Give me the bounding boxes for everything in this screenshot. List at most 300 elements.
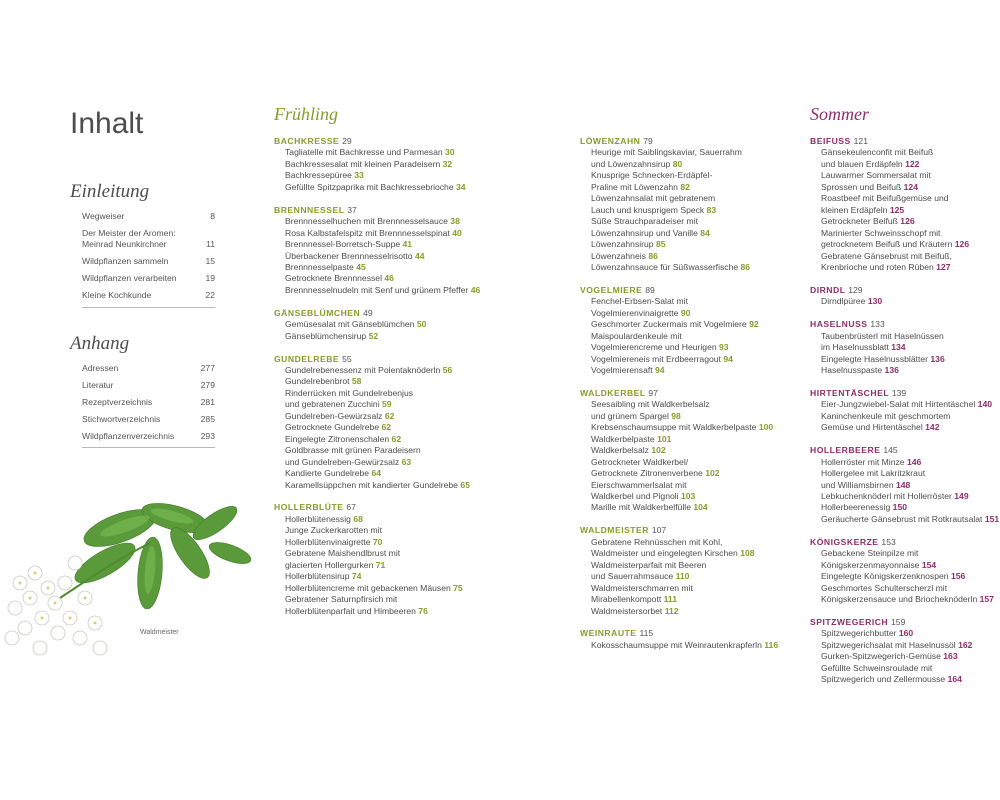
recipe-title: Eierschwammerlsalat mit (591, 479, 687, 490)
recipe-page: 125 (889, 204, 905, 215)
toc-entry-title: Stichwortverzeichnis (82, 414, 161, 424)
plant-heading[interactable] (810, 617, 1000, 628)
recipe-entry[interactable] (580, 606, 780, 617)
plant-name: GUNDELREBE (274, 353, 340, 364)
recipe-entry[interactable] (810, 422, 1000, 433)
recipe-page: 150 (892, 502, 908, 513)
recipe-entry[interactable] (580, 170, 780, 181)
recipe-entry[interactable] (580, 548, 780, 559)
recipe-title: und Sauerrahmsauce (591, 571, 674, 582)
recipe-entry[interactable] (810, 663, 1000, 674)
toc-entry-title: Literatur (82, 380, 114, 390)
recipe-title: Getrocknete Zitronenverbene (591, 468, 703, 479)
toc-row[interactable] (82, 414, 215, 425)
woodruff-illustration (0, 478, 260, 668)
recipe-entry[interactable] (580, 182, 780, 193)
recipe-page: 102 (651, 445, 666, 456)
recipe-title: Geräucherte Gänsebrust mit Rotkrautsalat (821, 513, 983, 524)
plant-heading[interactable] (810, 319, 1000, 330)
recipe-page: 156 (950, 571, 966, 582)
recipe-title: Mirabellenkompott (591, 594, 662, 605)
recipe-title: Tagliatelle mit Bachkresse und Parmesan (285, 147, 443, 158)
plant-group (580, 285, 780, 377)
recipe-page: 70 (372, 536, 383, 547)
recipe-title: Marille mit Waldkerbelfülle (591, 502, 691, 513)
recipe-entry[interactable] (274, 411, 544, 422)
recipe-entry[interactable] (580, 434, 780, 445)
recipe-page: 52 (368, 330, 379, 341)
recipe-entry[interactable] (810, 193, 1000, 204)
recipe-title: Getrockneter Waldkerbel/ (591, 456, 689, 467)
plant-group (580, 388, 780, 514)
plant-heading[interactable] (810, 285, 1000, 296)
toc-row[interactable] (82, 273, 215, 284)
toc-row[interactable] (82, 397, 215, 408)
plant-heading[interactable] (810, 136, 1000, 147)
recipe-page: 62 (381, 422, 392, 433)
toc-entry-title: Wildpflanzenverzeichnis (82, 431, 175, 441)
recipe-title: Gebratene Rehnüsschen mit Kohl, (591, 536, 723, 547)
toc-entry-page: 15 (205, 256, 215, 266)
plant-heading[interactable] (810, 388, 1000, 399)
recipe-entry[interactable] (580, 205, 780, 216)
toc-entry-page: 285 (200, 414, 215, 424)
plant-name: BACHKRESSE (274, 136, 340, 146)
recipe-entry[interactable] (810, 354, 1000, 365)
plant-heading[interactable] (274, 308, 544, 319)
recipe-entry[interactable] (580, 457, 780, 468)
recipe-title: glacierten Hollergurken (285, 559, 374, 570)
recipe-entry[interactable] (810, 457, 1000, 468)
recipe-entry[interactable] (810, 594, 1000, 605)
recipe-entry[interactable] (810, 365, 1000, 376)
recipe-entry[interactable] (580, 365, 780, 376)
recipe-entry[interactable] (810, 502, 1000, 513)
recipe-title: Brennnessel-Borretsch-Suppe (285, 239, 401, 250)
recipe-page: 86 (740, 261, 751, 272)
recipe-title: Löwenzahnsirup und Vanille (591, 227, 698, 238)
recipe-page: 100 (758, 422, 774, 433)
recipe-entry[interactable] (580, 159, 780, 170)
recipe-entry[interactable] (810, 239, 1000, 250)
plant-page: 133 (870, 319, 885, 330)
recipe-title: Brennnesselnudeln mit Senf und grünem Pfeffer (285, 284, 469, 295)
recipe-entry[interactable] (274, 159, 544, 170)
recipe-page: 58 (351, 376, 362, 387)
plant-heading[interactable] (580, 628, 780, 639)
plant-heading[interactable] (274, 354, 544, 365)
recipe-entry[interactable] (810, 216, 1000, 227)
recipe-title: und grünem Spargel (591, 410, 669, 421)
recipe-entry[interactable] (810, 571, 1000, 582)
plant-name: BEIFUSS (810, 136, 851, 146)
recipe-title: Lauch und knusprigem Speck (591, 204, 705, 215)
recipe-entry[interactable] (810, 491, 1000, 502)
recipe-entry[interactable] (274, 170, 544, 181)
recipe-page: 74 (351, 571, 362, 582)
recipe-entry[interactable] (810, 640, 1000, 651)
recipe-entry[interactable] (810, 651, 1000, 662)
recipe-page: 111 (663, 594, 677, 605)
recipe-entry[interactable] (274, 388, 544, 399)
recipe-entry[interactable] (274, 147, 544, 158)
recipe-page: 160 (898, 628, 914, 639)
recipe-page: 104 (693, 502, 708, 513)
toc-row[interactable] (82, 363, 215, 374)
recipe-title: Marinierter Schweinsschopf mit (821, 227, 941, 238)
recipe-page: 32 (442, 158, 453, 169)
recipe-entry[interactable] (580, 571, 780, 582)
recipe-entry[interactable] (810, 251, 1000, 262)
recipe-title: Gebratener Saturnpfirsich mit (285, 594, 398, 605)
section-title-intro: Einleitung (70, 181, 150, 202)
plant-name: GÄNSEBLÜMCHEN (274, 307, 361, 318)
plant-heading[interactable] (810, 445, 1000, 456)
recipe-title: Gänseblümchensirup (285, 330, 367, 341)
recipe-entry[interactable] (274, 319, 544, 330)
divider (82, 447, 215, 448)
recipe-entry[interactable] (274, 480, 544, 491)
recipe-entry[interactable] (810, 205, 1000, 216)
recipe-page: 44 (414, 250, 425, 261)
recipe-title: Waldmeisterschmarren mit (591, 582, 693, 593)
recipe-page: 164 (947, 674, 962, 685)
recipe-title: Waldmeisterparfait mit Beeren (591, 559, 707, 570)
recipe-title: Hollergelee mit Lakritzkraut (821, 468, 926, 479)
recipe-entry[interactable] (810, 296, 1000, 307)
recipe-page: 64 (371, 468, 382, 479)
recipe-title: Gundelrebenessenz mit Polentaknöderln (285, 365, 441, 376)
plant-heading[interactable] (580, 136, 780, 147)
recipe-entry[interactable] (810, 331, 1000, 342)
recipe-entry[interactable] (274, 216, 544, 227)
recipe-entry[interactable] (274, 583, 544, 594)
recipe-title: Löwenzahneis (591, 250, 646, 261)
plant-name: HOLLERBEERE (810, 445, 881, 456)
recipe-entry[interactable] (810, 342, 1000, 353)
recipe-title: kleinen Erdäpfeln (821, 204, 888, 215)
recipe-page: 45 (356, 261, 366, 272)
recipe-page: 59 (382, 399, 392, 410)
recipe-title: Brennnesselpaste (285, 261, 354, 272)
recipe-entry[interactable] (274, 457, 544, 468)
recipe-entry[interactable] (810, 228, 1000, 239)
recipe-title: Waldmeister und eingelegten Kirschen (591, 548, 738, 559)
recipe-page: 65 (460, 479, 470, 490)
recipe-entry[interactable] (274, 606, 544, 617)
recipe-entry[interactable] (274, 548, 544, 559)
recipe-entry[interactable] (274, 331, 544, 342)
toc-row[interactable] (82, 228, 215, 250)
recipe-entry[interactable] (580, 296, 780, 307)
recipe-page: 124 (903, 181, 918, 192)
recipe-title: Waldkerbelpaste (591, 433, 655, 444)
recipe-entry[interactable] (580, 331, 780, 342)
recipe-entry[interactable] (810, 628, 1000, 639)
recipe-entry[interactable] (274, 560, 544, 571)
recipe-entry[interactable] (274, 571, 544, 582)
recipe-title: Waldkerbel und Pignoli (591, 491, 679, 502)
recipe-page: 130 (867, 296, 883, 307)
recipe-page: 110 (675, 571, 690, 582)
recipe-title: Spitzwegerichsalat mit Haselnussöl (821, 639, 956, 650)
recipe-title: Maispoulardenkeule mit (591, 330, 682, 341)
recipe-title: und Löwenzahnsirup (591, 158, 671, 169)
plant-name: LÖWENZAHN (580, 136, 641, 146)
recipe-entry[interactable] (274, 514, 544, 525)
recipe-title: Gundelreben-Gewürzsalz (285, 410, 383, 421)
recipe-title: Vogelmierencreme und Heurigen (591, 342, 717, 353)
plant-name: HOLLERBLÜTE (274, 502, 344, 513)
plant-page: 129 (848, 284, 863, 295)
recipe-entry[interactable] (810, 262, 1000, 273)
recipe-title: Hollerblütensirup (285, 571, 350, 582)
toc-row[interactable] (82, 256, 215, 267)
recipe-page: 56 (442, 365, 453, 376)
recipe-page: 93 (719, 342, 729, 353)
toc-row[interactable] (82, 290, 215, 301)
recipe-entry[interactable] (274, 376, 544, 387)
plant-group (810, 617, 1000, 686)
recipe-entry[interactable] (580, 502, 780, 513)
recipe-title: Gurken-Spitzwegerich-Gemüse (821, 651, 941, 662)
toc-entry-page: 277 (200, 363, 215, 373)
plant-group (810, 388, 1000, 434)
recipe-title: Sprossen und Beifuß (821, 181, 902, 192)
recipe-page: 148 (896, 479, 911, 490)
recipe-entry[interactable] (580, 216, 780, 227)
toc-row[interactable] (82, 380, 215, 391)
recipe-entry[interactable] (274, 228, 544, 239)
recipe-entry[interactable] (580, 262, 780, 273)
recipe-entry[interactable] (274, 182, 544, 193)
recipe-entry[interactable] (580, 468, 780, 479)
recipe-entry[interactable] (580, 491, 780, 502)
season-title-spring: Frühling (274, 104, 339, 124)
plant-heading[interactable] (580, 525, 780, 536)
recipe-entry[interactable] (274, 273, 544, 284)
recipe-page: 50 (416, 319, 427, 330)
plant-page: 139 (891, 387, 907, 398)
toc-entry-page: 293 (200, 431, 215, 441)
recipe-entry[interactable] (580, 480, 780, 491)
plant-page: 107 (651, 525, 667, 536)
toc-column-summer (810, 136, 1000, 697)
recipe-entry[interactable] (810, 548, 1000, 559)
recipe-entry[interactable] (274, 251, 544, 262)
recipe-page: 101 (657, 433, 672, 444)
recipe-page: 41 (402, 239, 413, 250)
recipe-entry[interactable] (580, 422, 780, 433)
recipe-entry[interactable] (580, 354, 780, 365)
recipe-title: Spitzwegerich und Zellermousse (821, 674, 946, 685)
recipe-title: Spitzwegerichbutter (821, 628, 897, 639)
recipe-title: Geschmortes Schulterscherzl mit (821, 582, 948, 593)
recipe-title: Gebratene Gänsebrust mit Beifuß, (821, 250, 952, 261)
plant-name: KÖNIGSKERZE (810, 536, 879, 547)
recipe-title: Getrocknete Brennnessel (285, 273, 382, 284)
plant-group (274, 354, 544, 491)
recipe-title: und Gundelreben-Gewürzsalz (285, 456, 400, 467)
plant-heading[interactable] (580, 388, 780, 399)
recipe-page: 146 (906, 456, 922, 467)
section-title-appendix: Anhang (70, 333, 130, 354)
recipe-entry[interactable] (810, 468, 1000, 479)
recipe-entry[interactable] (274, 537, 544, 548)
recipe-title: Lauwarmer Sommersalat mit (821, 170, 931, 181)
recipe-title: Gemüse und Hirtentäschel (821, 422, 923, 433)
recipe-title: und blauen Erdäpfeln (821, 158, 903, 169)
recipe-title: Heurige mit Saiblingskaviar, Sauerrahm (591, 147, 742, 158)
recipe-title: Kandierte Gundelrebe (285, 468, 370, 479)
recipe-page: 154 (921, 559, 937, 570)
recipe-page: 136 (930, 353, 945, 364)
recipe-page: 134 (891, 342, 906, 353)
plant-page: 115 (639, 628, 654, 639)
recipe-title: Geschmorter Zuckermais mit Vogelmiere (591, 319, 747, 330)
toc-entry-page: 22 (205, 290, 215, 300)
plant-name: DIRNDL (810, 284, 846, 295)
recipe-page: 62 (384, 410, 395, 421)
recipe-entry[interactable] (580, 342, 780, 353)
recipe-title: Taubenbrüsterl mit Haselnüssen (821, 330, 944, 341)
recipe-entry[interactable] (274, 285, 544, 296)
recipe-page: 68 (353, 513, 363, 524)
toc-row[interactable] (82, 431, 215, 442)
recipe-entry[interactable] (810, 411, 1000, 422)
plant-group (810, 445, 1000, 525)
toc-entry-title: Wegweiser (82, 211, 125, 221)
recipe-entry[interactable] (580, 147, 780, 158)
recipe-entry[interactable] (580, 319, 780, 330)
recipe-title: Goldbrasse mit grünen Paradeisern (285, 445, 421, 456)
recipe-title: Rosa Kalbstafelspitz mit Brennnesselspinat (285, 227, 450, 238)
recipe-entry[interactable] (810, 399, 1000, 410)
recipe-page: 136 (884, 365, 899, 376)
recipe-page: 33 (354, 170, 364, 181)
recipe-entry[interactable] (580, 594, 780, 605)
recipe-entry[interactable] (580, 560, 780, 571)
recipe-title: Überbackener Brennnesselrisotto (285, 250, 413, 261)
recipe-page: 86 (648, 250, 658, 261)
toc-entry-page: 11 (206, 239, 215, 249)
toc-entry-page: 19 (205, 273, 215, 283)
recipe-entry[interactable] (274, 594, 544, 605)
recipe-entry[interactable] (274, 468, 544, 479)
recipe-title: Löwenzahnsauce für Süßwasserfische (591, 261, 739, 272)
recipe-entry[interactable] (580, 411, 780, 422)
recipe-title: Karamellsüppchen mit kandierter Gundelrebe (285, 479, 458, 490)
plant-name: WALDKERBEL (580, 387, 646, 398)
recipe-entry[interactable] (274, 365, 544, 376)
recipe-entry[interactable] (810, 147, 1000, 158)
recipe-title: Waldmeistersorbet (591, 605, 663, 616)
recipe-entry[interactable] (810, 159, 1000, 170)
recipe-entry[interactable] (810, 182, 1000, 193)
recipe-title: und gebratenen Zucchini (285, 399, 380, 410)
recipe-page: 108 (740, 548, 755, 559)
recipe-page: 140 (977, 399, 993, 410)
toc-row[interactable] (82, 211, 215, 222)
recipe-entry[interactable] (274, 239, 544, 250)
recipe-entry[interactable] (580, 640, 780, 651)
recipe-title: Seesaibling mit Waldkerbelsalz (591, 399, 710, 410)
recipe-entry[interactable] (810, 170, 1000, 181)
recipe-page: 46 (384, 273, 394, 284)
recipe-title: Fenchel-Erbsen-Salat mit (591, 296, 688, 307)
plant-page: 89 (645, 284, 655, 295)
recipe-title: Rinderrücken mit Gundelrebenjus (285, 387, 414, 398)
plant-heading[interactable] (274, 205, 544, 216)
recipe-entry[interactable] (274, 262, 544, 273)
recipe-title: Hollerblütenparfait und Himbeeren (285, 605, 416, 616)
recipe-title: Hollerblütenessig (285, 513, 351, 524)
plant-heading[interactable] (810, 537, 1000, 548)
recipe-entry[interactable] (580, 193, 780, 204)
recipe-entry[interactable] (274, 434, 544, 445)
recipe-title: Süße Strauchparadeiser mit (591, 216, 698, 227)
recipe-page: 122 (905, 158, 920, 169)
recipe-title: im Haselnussblatt (821, 342, 889, 353)
plant-page: 37 (347, 204, 357, 215)
recipe-entry[interactable] (810, 514, 1000, 525)
recipe-entry[interactable] (580, 583, 780, 594)
recipe-entry[interactable] (810, 560, 1000, 571)
recipe-page: 71 (375, 559, 386, 570)
recipe-entry[interactable] (580, 308, 780, 319)
recipe-entry[interactable] (580, 239, 780, 250)
recipe-title: Königskerzenmayonnaise (821, 559, 920, 570)
recipe-entry[interactable] (274, 422, 544, 433)
toc-entry-title: Wildpflanzen sammeln (82, 256, 169, 266)
plant-heading[interactable] (274, 502, 544, 513)
recipe-entry[interactable] (810, 583, 1000, 594)
recipe-page: 163 (943, 651, 958, 662)
recipe-entry[interactable] (580, 228, 780, 239)
recipe-page: 76 (418, 605, 428, 616)
recipe-entry[interactable] (580, 399, 780, 410)
recipe-entry[interactable] (810, 480, 1000, 491)
recipe-title: Eier-Jungzwiebel-Salat mit Hirtentäschel (821, 399, 976, 410)
plant-page: 159 (891, 616, 906, 627)
recipe-title: Knusprige Schnecken-Erdäpfel- (591, 170, 713, 181)
recipe-title: Junge Zuckerkarotten mit (285, 525, 382, 536)
plant-page: 29 (342, 136, 352, 146)
recipe-entry[interactable] (274, 445, 544, 456)
recipe-entry[interactable] (274, 399, 544, 410)
recipe-entry[interactable] (580, 445, 780, 456)
plant-group (580, 136, 780, 273)
recipe-title: Vogelmierenvinaigrette (591, 307, 679, 318)
season-title-summer: Sommer (810, 104, 869, 124)
recipe-page: 62 (391, 433, 402, 444)
recipe-entry[interactable] (810, 674, 1000, 685)
plant-name: HASELNUSS (810, 319, 868, 330)
plant-name: SPITZWEGERICH (810, 616, 889, 627)
recipe-title: Löwenzahnsalat mit gebratenem (591, 193, 716, 204)
plant-page: 121 (853, 136, 868, 146)
plant-group (274, 205, 544, 297)
recipe-title: Praline mit Löwenzahn (591, 181, 678, 192)
recipe-entry[interactable] (274, 525, 544, 536)
recipe-page: 103 (680, 491, 696, 502)
plant-heading[interactable] (580, 285, 780, 296)
recipe-title: Getrockneter Beifuß (821, 216, 898, 227)
plant-heading[interactable] (274, 136, 544, 147)
recipe-title: Königskerzensauce und Briocheknöderln (821, 594, 978, 605)
recipe-entry[interactable] (580, 537, 780, 548)
recipe-entry[interactable] (580, 251, 780, 262)
